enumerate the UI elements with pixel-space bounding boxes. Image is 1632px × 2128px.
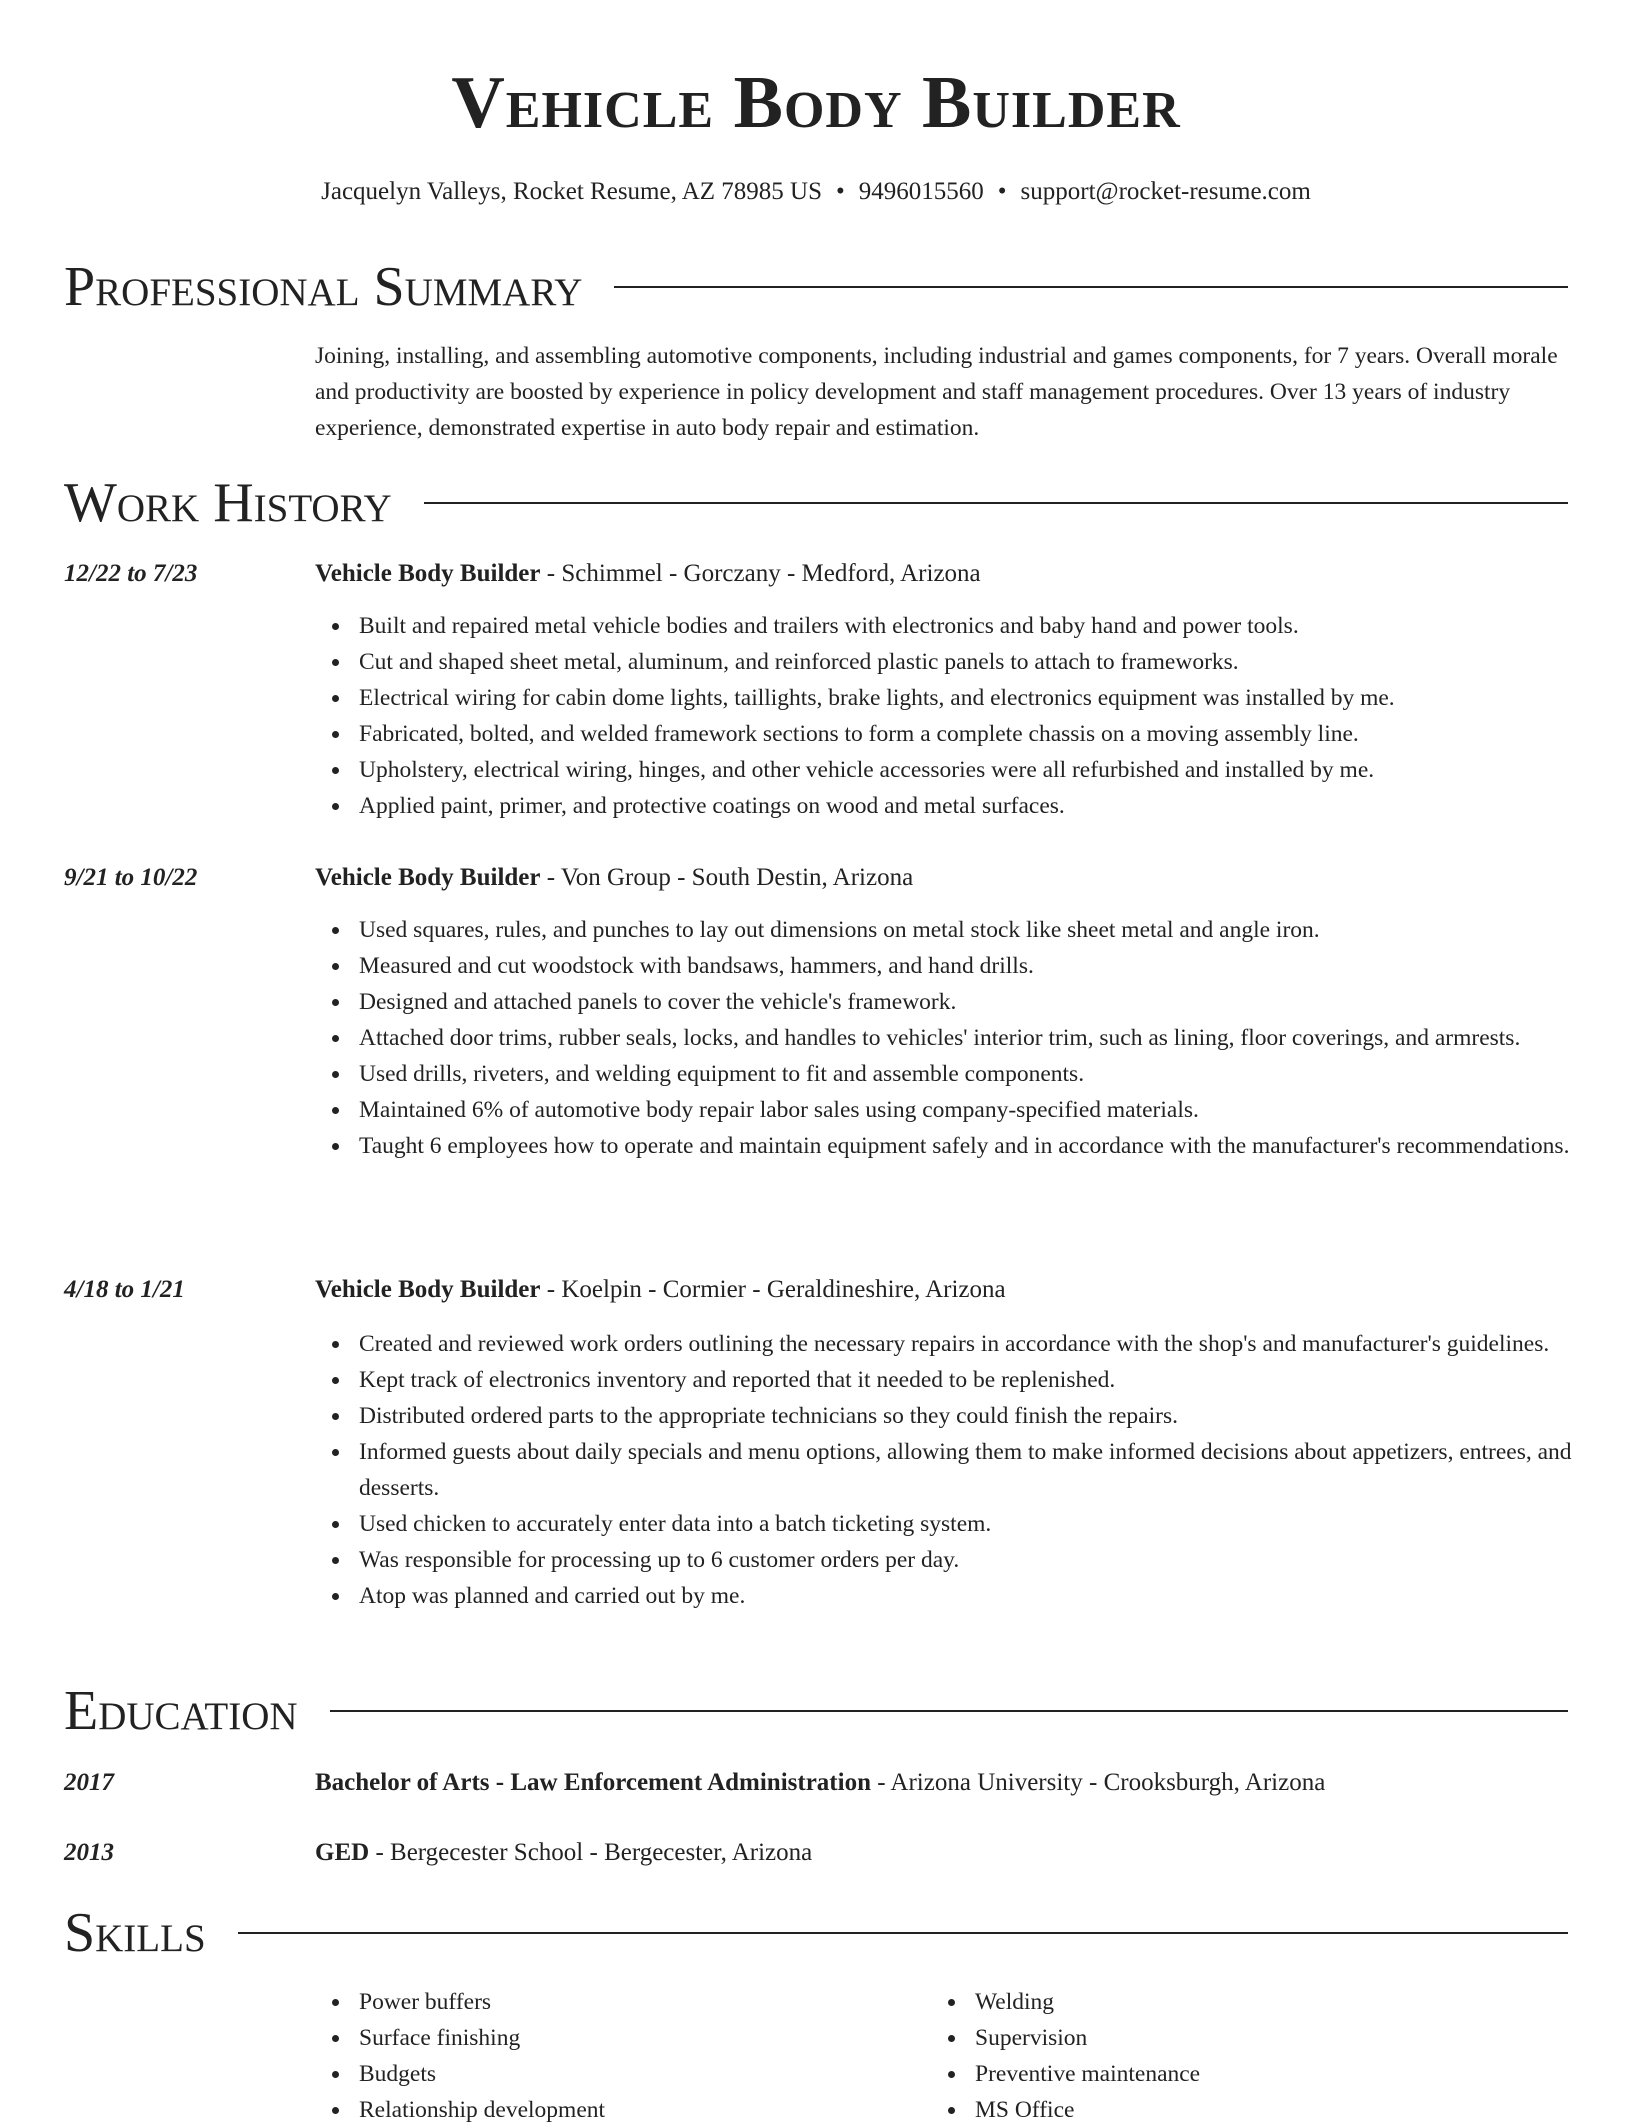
list-item: Built and repaired metal vehicle bodies and trailers with electronics and baby hand and power tools.: [359, 608, 1612, 644]
education-year: 2017: [64, 1769, 114, 1796]
separator-bullet: •: [997, 178, 1007, 205]
phone: 9496015560: [858, 178, 984, 205]
skill-item: Power buffers: [359, 1984, 605, 2020]
list-item: Attached door trims, rubber seals, locks, and handles to vehicles' interior trim, such as lining, floor coverings, and armrests.: [359, 1020, 1612, 1056]
list-item: Was responsible for processing up to 6 customer orders per day.: [359, 1542, 1612, 1578]
skill-item: Supervision: [975, 2020, 1200, 2056]
section-divider: [424, 502, 1568, 504]
work-section-header: [64, 468, 1568, 538]
job-bullets: [315, 608, 1612, 824]
job-bullets: [315, 1326, 1612, 1614]
job-heading: [315, 556, 981, 592]
section-divider: [330, 1710, 1568, 1712]
list-item: Used squares, rules, and punches to lay out dimensions on metal stock like sheet metal and angle iron.: [359, 912, 1612, 948]
job-dates: 12/22 to 7/23: [64, 560, 198, 587]
degree: Bachelor of Arts - Law Enforcement Administration: [315, 1769, 871, 1796]
school-details: - Bergecester School - Bergecester, Arizona: [369, 1839, 813, 1866]
job-dates: 9/21 to 10/22: [64, 864, 198, 891]
job-heading: [315, 860, 913, 896]
job-bullets: [315, 912, 1612, 1164]
list-item: Fabricated, bolted, and welded framework sections to form a complete chassis on a moving assembly line.: [359, 716, 1612, 752]
section-title-summary: Professional Summary: [64, 256, 583, 318]
job-title: Vehicle Body Builder: [315, 1276, 541, 1303]
contact-line: [64, 174, 1568, 210]
list-item: Used chicken to accurately enter data into a batch ticketing system.: [359, 1506, 1612, 1542]
school-details: - Arizona University - Crooksburgh, Arizona: [870, 1769, 1326, 1796]
job-details: - Von Group - South Destin, Arizona: [540, 864, 914, 891]
job-heading: [315, 1272, 1006, 1308]
list-item: Kept track of electronics inventory and reported that it needed to be replenished.: [359, 1362, 1612, 1398]
list-item: Measured and cut woodstock with bandsaws, hammers, and hand drills.: [359, 948, 1612, 984]
list-item: Cut and shaped sheet metal, aluminum, and reinforced plastic panels to attach to frameworks.: [359, 644, 1612, 680]
skills-column-right: [931, 1984, 1200, 2128]
list-item: Electrical wiring for cabin dome lights, taillights, brake lights, and electronics equipment was installed by me.: [359, 680, 1612, 716]
job-title: Vehicle Body Builder: [315, 560, 541, 587]
section-title-skills: Skills: [64, 1902, 206, 1964]
list-item: Maintained 6% of automotive body repair labor sales using company-specified materials.: [359, 1092, 1612, 1128]
degree: GED: [315, 1839, 370, 1866]
section-title-work: Work History: [64, 472, 392, 534]
list-item: Applied paint, primer, and protective coatings on wood and metal surfaces.: [359, 788, 1612, 824]
candidate-name: Vehicle Body Builder: [451, 62, 1181, 144]
education-section-header: [64, 1676, 1568, 1746]
address: Jacquelyn Valleys, Rocket Resume, AZ 78985 US: [321, 178, 823, 205]
education-heading: [315, 1765, 1325, 1801]
skill-item: MS Office: [975, 2092, 1200, 2128]
job-title: Vehicle Body Builder: [315, 864, 541, 891]
list-item: Atop was planned and carried out by me.: [359, 1578, 1612, 1614]
list-item: Designed and attached panels to cover the vehicle's framework.: [359, 984, 1612, 1020]
skill-item: Preventive maintenance: [975, 2056, 1200, 2092]
list-item: Taught 6 employees how to operate and maintain equipment safely and in accordance with the manufacturer's recommendations.: [359, 1128, 1612, 1164]
list-item: Created and reviewed work orders outlining the necessary repairs in accordance with the shop's and manufacturer's guidelines.: [359, 1326, 1612, 1362]
list-item: Upholstery, electrical wiring, hinges, and other vehicle accessories were all refurbished and installed by me.: [359, 752, 1612, 788]
list-item: Distributed ordered parts to the appropriate technicians so they could finish the repairs.: [359, 1398, 1612, 1434]
summary-section-header: [64, 252, 1568, 322]
education-year: 2013: [64, 1839, 114, 1866]
job-details: - Koelpin - Cormier - Geraldineshire, Arizona: [540, 1276, 1006, 1303]
skill-item: Relationship development: [359, 2092, 605, 2128]
skill-item: Surface finishing: [359, 2020, 605, 2056]
separator-bullet: •: [836, 178, 845, 205]
education-heading: [315, 1835, 812, 1871]
skills-section-header: [64, 1898, 1568, 1968]
section-title-education: Education: [64, 1680, 298, 1742]
skill-item: Welding: [975, 1984, 1200, 2020]
skill-item: Budgets: [359, 2056, 605, 2092]
email-link[interactable]: support@rocket-resume.com: [1020, 178, 1311, 205]
section-divider: [238, 1932, 1568, 1934]
list-item: Used drills, riveters, and welding equipment to fit and assemble components.: [359, 1056, 1612, 1092]
job-details: - Schimmel - Gorczany - Medford, Arizona: [540, 560, 981, 587]
skills-column-left: [315, 1984, 605, 2128]
list-item: Informed guests about daily specials and menu options, allowing them to make informed decisions about appetizers, entrees, and desserts.: [359, 1434, 1612, 1506]
summary-text: Joining, installing, and assembling automotive components, including industrial and games components, for 7 years. Overall morale and productivity are boosted by experience in policy development and staff management procedures. Over 13 years of industry experience, demonstrated expertise in auto body repair and estimation.: [315, 343, 1558, 441]
job-dates: 4/18 to 1/21: [64, 1276, 185, 1303]
section-divider: [614, 286, 1568, 288]
